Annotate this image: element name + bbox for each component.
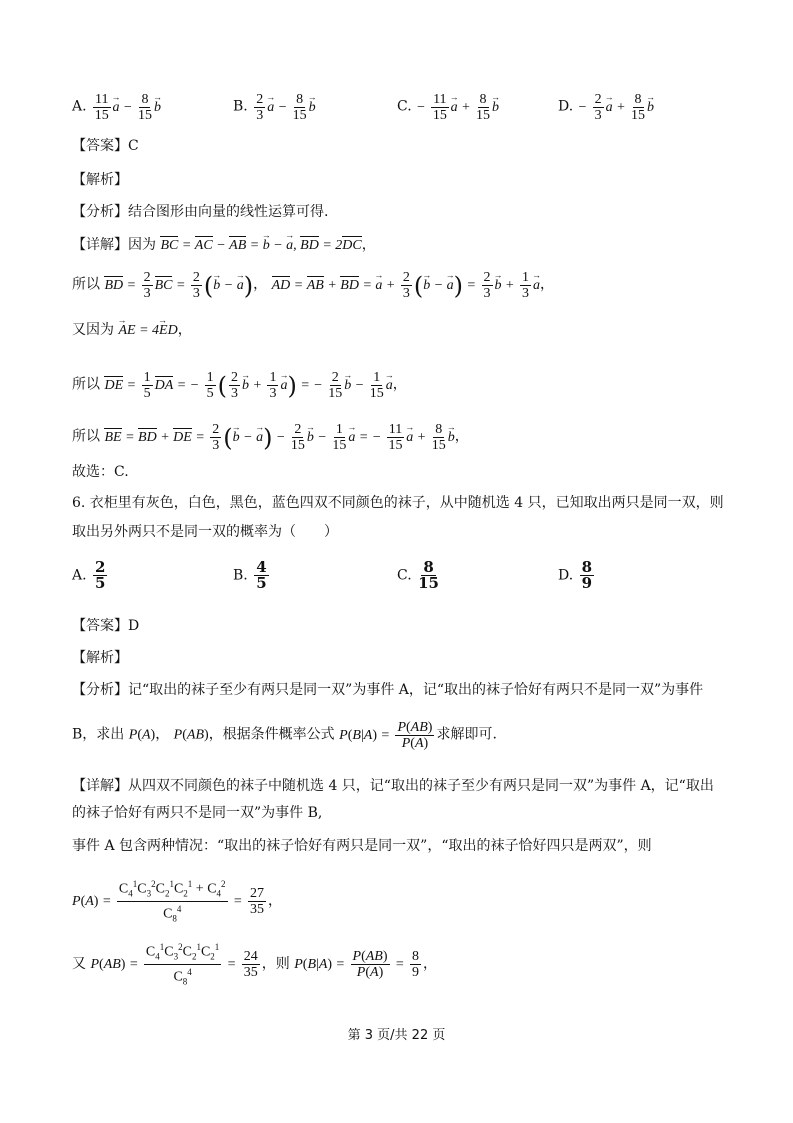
- option-label: D.: [558, 98, 574, 115]
- q6-option-d: D. $\frac{8}{9}$: [558, 558, 593, 592]
- q6-pa-formula: P(A) = $\frac{C_4^1C_3^2C_2^1C_2^1 + C_4^2}{C_8^4}$ = $\frac{27}{35}$ ，: [72, 879, 282, 924]
- option-label: A.: [72, 98, 87, 115]
- q6-analysis-heading: 【解析】: [72, 650, 128, 666]
- q6-answer: 【答案】D: [72, 618, 140, 634]
- q5-answer: 【答案】C: [72, 138, 139, 154]
- q6-pab-formula: 又 P(AB) = $\frac{C_4^1C_3^2C_2^1C_2^1}{C_8^4}$ = $\frac{24}{35}$ ，则 P(B|A) = $\frac{P(AB)}{P(A)}$ = $\frac{8}{9}$ ，: [72, 942, 437, 987]
- q5-conclusion: 故选：C.: [72, 464, 129, 480]
- q5-option-b: B. $\frac{2}{3}$ → a − $\frac{8}{15}$ → b: [233, 92, 316, 123]
- q5-option-a: A. $\frac{11}{15}$ → a − $\frac{8}{15}$ → b: [72, 92, 161, 123]
- q6-option-a: A. $\frac{2}{5}$: [72, 558, 106, 592]
- q5-detail-line-1: 【详解】因为 BC = AC − AB = → b − → a, BD = 2DC，: [72, 235, 376, 256]
- q5-detail-line-5: 所以 BE = BD + DE = $\frac{2}{3}$ (→ b − → a) − $\frac{2}{15}$ → b − $\frac{1}{15}$ → a = − $\frac{11}{15}$ → a + $\frac{8}{15}$ → b，: [72, 422, 469, 453]
- q6-fenxi-line-1: 【分析】记“取出的袜子至少有两只是同一双”为事件 A，记“取出的袜子恰好有两只不是同一双”为事件: [72, 682, 704, 698]
- q6-detail-line-1: 【详解】从四双不同颜色的袜子中随机选 4 只，记“取出的袜子至少有两只是同一双”为事件 A，记“取出: [72, 778, 714, 794]
- q5-detail-line-2: 所以 BD = $\frac{2}{3}$ BC = $\frac{2}{3}$ (→ b − → a)， AD = AB + BD = → a + $\frac{2}{3}$ (→ b − → a) = $\frac{2}{3}$ → b + $\frac{1}{3}$ → a，: [72, 270, 554, 301]
- q6-option-b: B. $\frac{4}{5}$: [233, 558, 267, 592]
- option-label: C.: [397, 98, 412, 115]
- page-footer: 第 3 页/共 22 页: [347, 1028, 446, 1043]
- q5-detail-line-4: 所以 DE = $\frac{1}{5}$ DA = − $\frac{1}{5}$ ( $\frac{2}{3}$ → b + $\frac{1}{3}$ → a) = − $\frac{2}{15}$ → b − $\frac{1}{15}$ → a，: [72, 370, 407, 401]
- q6-detail-line-3: 事件 A 包含两种情况：“取出的袜子恰好有两只是同一双”，“取出的袜子恰好四只是两双”，则: [72, 838, 652, 854]
- q5-detail-line-3: 又因为 → AE = 4→ ED，: [72, 320, 192, 341]
- q6-stem-line-1: 6. 衣柜里有灰色，白色，黑色，蓝色四双不同颜色的袜子，从中随机选 4 只，已知取出两只是同一双，则: [72, 495, 724, 511]
- q6-option-c: C. $\frac{8}{15}$: [397, 558, 439, 592]
- q6-fenxi-line-2: B，求出 P(A)， P(AB)，根据条件概率公式 P(B|A) = $\frac{P(AB)}{P(A)}$ 求解即可.: [72, 720, 497, 751]
- q6-stem-line-2: 取出另外两只不是同一双的概率为（ ）: [72, 524, 338, 540]
- q5-fenxi: 【分析】结合图形由向量的线性运算可得.: [72, 204, 329, 220]
- q5-option-c: C. − $\frac{11}{15}$ → a + $\frac{8}{15}$ → b: [397, 92, 499, 123]
- q5-option-d: D. − $\frac{2}{3}$ → a + $\frac{8}{15}$ → b: [558, 92, 654, 123]
- option-label: B.: [233, 98, 248, 115]
- q6-detail-line-2: 的袜子恰好有两只不是同一双”为事件 B,: [72, 805, 323, 821]
- q5-analysis-heading: 【解析】: [72, 172, 128, 188]
